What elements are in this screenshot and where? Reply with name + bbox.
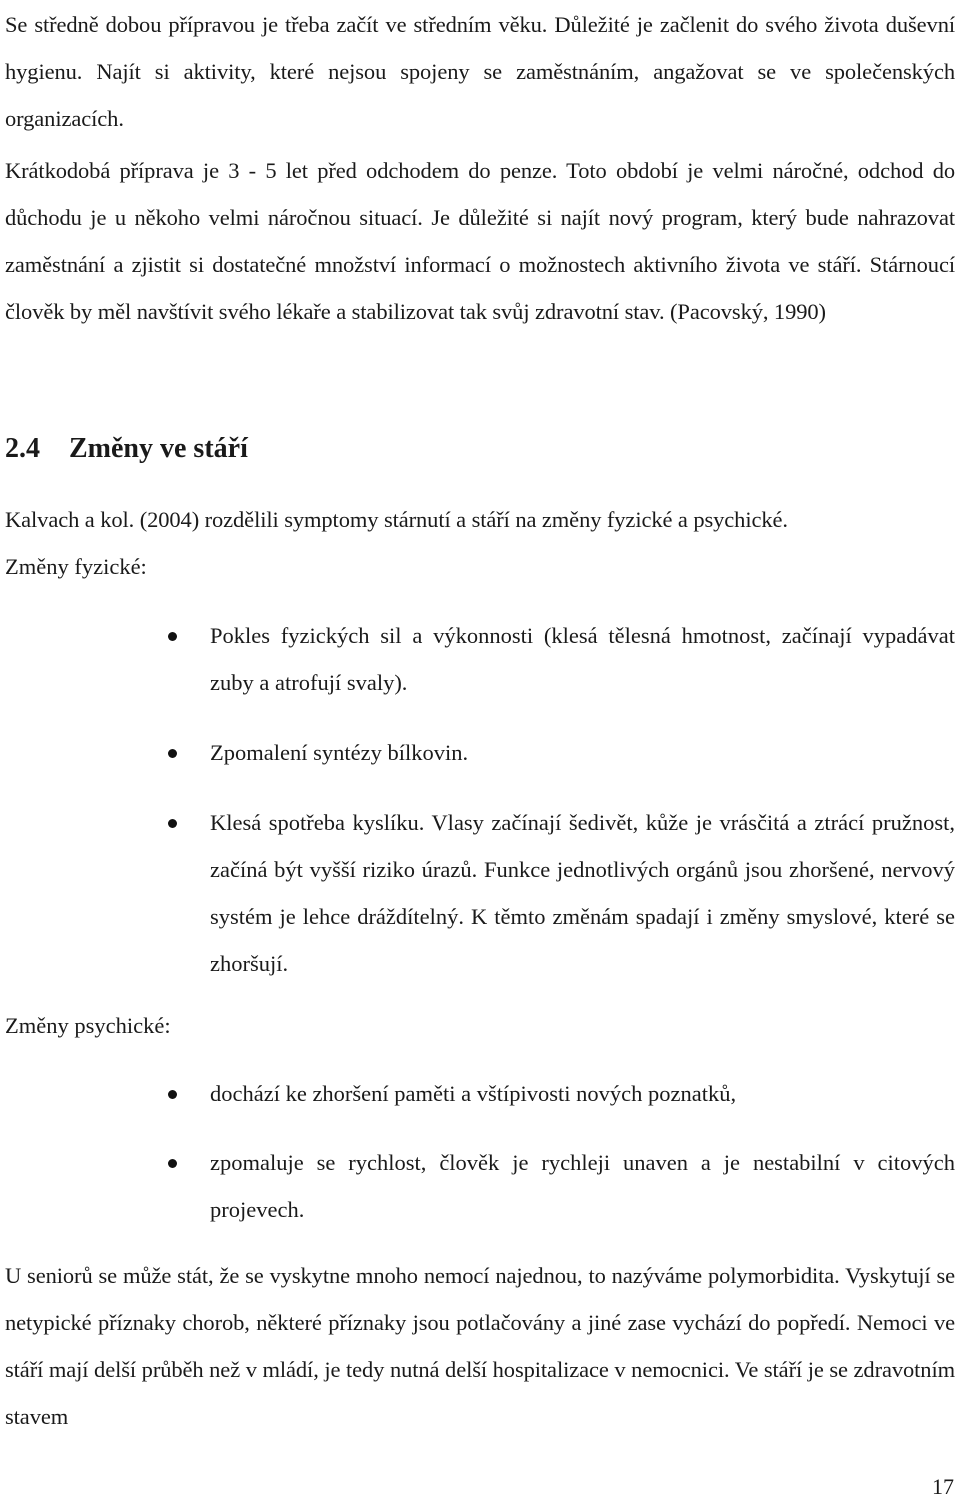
- page-number: 17: [932, 1474, 954, 1499]
- bullet-icon: [168, 819, 177, 828]
- section-title: Změny ve stáří: [69, 433, 248, 464]
- paragraph-short-term-preparation: Krátkodobá příprava je 3 - 5 let před odchodem do penze. Toto období je velmi náročné, odchod do důchodu je u někoho velmi náročnou situací. Je důležité si najít nový program, který bude nahrazovat zaměstnání a zjistit si dostatečné množství informací o možnostech aktivního života ve stáří. Stárnoucí člověk by měl navštívit svého lékaře a stabilizovat tak svůj zdravotní stav. (Pacovský, 1990): [5, 158, 955, 324]
- list-item: [0, 1070, 960, 1117]
- psychical-changes-list: [0, 1070, 960, 1233]
- label-psychical-changes: Změny psychické:: [5, 1013, 171, 1038]
- list-item-text: zpomaluje se rychlost, člověk je rychleji unaven a je nestabilní v citových projevech.: [210, 1150, 955, 1222]
- list-item-text: Zpomalení syntézy bílkovin.: [210, 740, 469, 765]
- list-item: [0, 799, 960, 987]
- paragraph-mid-term-preparation: Se středně dobou přípravou je třeba začít ve středním věku. Důležité je začlenit do svého života duševní hygienu. Najít si aktivity, které nejsou spojeny se zaměstnáním, angažovat se ve společenských organizacích.: [5, 12, 955, 131]
- bullet-icon: [168, 749, 177, 758]
- section-number: 2.4: [5, 433, 40, 464]
- list-item-text: Klesá spotřeba kyslíku. Vlasy začínají šedivět, kůže je vrásčitá a ztrácí pružnost, začíná být vyšší riziko úrazů. Funkce jednotlivých orgánů jsou zhoršené, nervový systém je lehce dráždítelný. K těmto změnám spadají i změny smyslové, které se zhoršují.: [210, 810, 955, 976]
- list-item-text: Pokles fyzických sil a výkonnosti (klesá tělesná hmotnost, začínají vypadávat zuby a atrofují svaly).: [210, 623, 955, 695]
- list-item-text: dochází ke zhoršení paměti a vštípivosti nových poznatků,: [210, 1081, 737, 1106]
- list-item: [0, 1139, 960, 1233]
- physical-changes-list: [0, 612, 960, 987]
- list-item: [0, 612, 960, 706]
- bullet-icon: [168, 632, 177, 641]
- list-item: [0, 729, 960, 776]
- paragraph-polymorbidity: U seniorů se může stát, že se vyskytne mnoho nemocí najednou, to nazýváme polymorbidita. Vyskytují se netypické příznaky chorob, některé příznaky jsou potlačovány a jiné zase vychází do popředí. Nemoci ve stáří mají delší průběh než v mládí, je tedy nutná delší hospitalizace v nemocnici. Ve stáří je se zdravotním stavem: [5, 1263, 955, 1429]
- label-physical-changes: Změny fyzické:: [5, 554, 147, 579]
- section-heading: [5, 425, 248, 472]
- bullet-icon: [168, 1159, 177, 1168]
- paragraph-symptoms-intro: Kalvach a kol. (2004) rozdělili symptomy stárnutí a stáří na změny fyzické a psychické.: [5, 507, 788, 532]
- bullet-icon: [168, 1090, 177, 1099]
